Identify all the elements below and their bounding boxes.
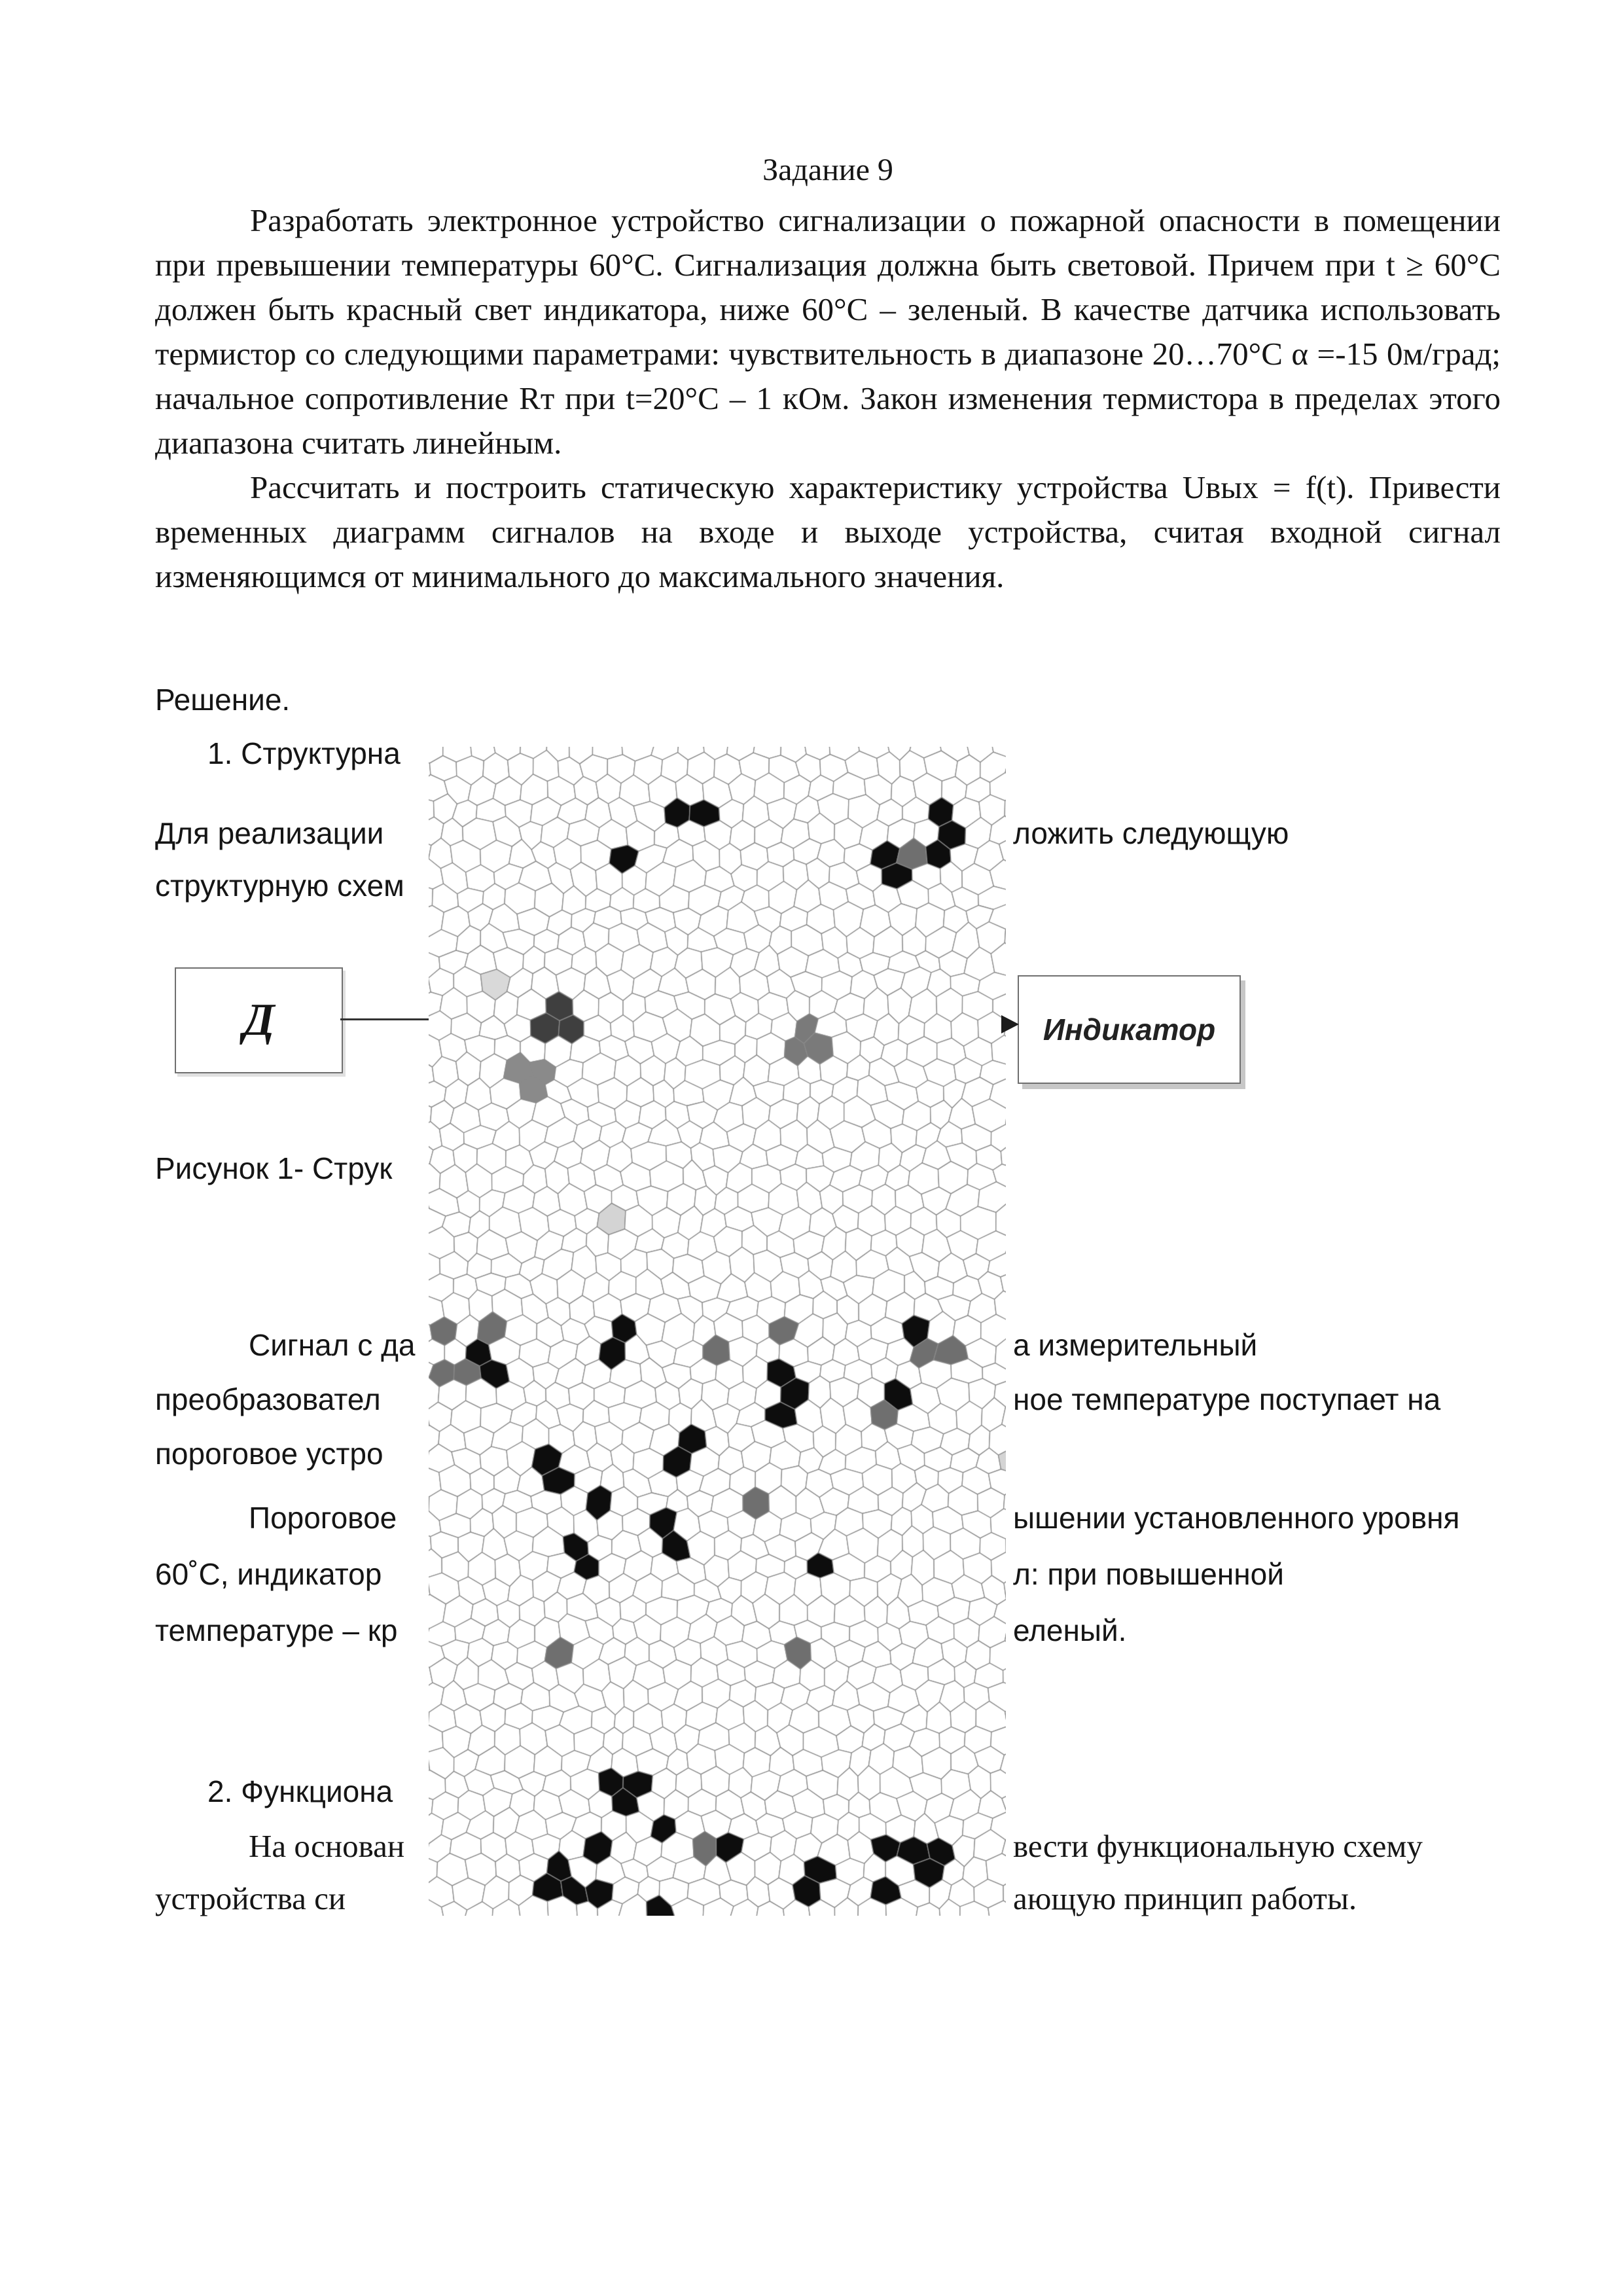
sensor-label: Д: [243, 995, 275, 1045]
figure-caption: Рисунок 1- Струк: [155, 1151, 393, 1185]
diagram-connector-line: [340, 1018, 429, 1020]
threshold-line3-right: еленый.: [1013, 1613, 1127, 1647]
problem-paragraph-2: Рассчитать и построить статическую характеристику устройства Uвых = f(t). Привести временных диаграмм сигналов на входе и выходе устройства, считая входной сигнал изменяющимся от минимального до максимального значения.: [155, 469, 1501, 594]
threshold-line3-left: температуре – кр: [155, 1613, 398, 1647]
func-line1-left: На основан: [249, 1828, 405, 1864]
func-line2-right: ающую принцип работы.: [1013, 1880, 1357, 1916]
threshold-line1-left: Пороговое: [249, 1501, 397, 1535]
solution-item-2: 2. Функциона: [207, 1774, 393, 1808]
threshold-line1-right: ышении установленного уровня: [1013, 1501, 1460, 1535]
page-title: Задание 9: [762, 152, 893, 187]
signal-line1-left: Сигнал с да: [249, 1328, 416, 1362]
threshold-line2-left: 60˚С, индикатор: [155, 1557, 382, 1591]
intro-line2-left: структурную схем: [155, 869, 404, 903]
intro-line1-right: ложить следующую: [1013, 816, 1289, 850]
arrow-right-icon: [1001, 1015, 1019, 1033]
signal-line3-left: пороговое устро: [155, 1437, 383, 1471]
mosaic-overlay: [429, 747, 1006, 1916]
problem-statement: [155, 152, 1501, 599]
signal-line2-left: преобразовател: [155, 1382, 381, 1416]
solution-heading: Решение.: [155, 683, 291, 717]
func-line1-right: вести функциональную схему: [1013, 1828, 1423, 1864]
signal-line1-right: а измерительный: [1013, 1328, 1258, 1362]
signal-line2-right: ное температуре поступает на: [1013, 1382, 1441, 1416]
diagram-sensor-box: [175, 967, 343, 1073]
func-line2-left: устройства си: [155, 1880, 346, 1916]
indicator-label: Индикатор: [1043, 1013, 1216, 1047]
threshold-line2-right: л: при повышенной: [1013, 1557, 1284, 1591]
solution-item-1: 1. Структурна: [207, 736, 401, 770]
intro-line1-left: Для реализации: [155, 816, 384, 850]
diagram-indicator-box: [1018, 975, 1241, 1084]
problem-paragraph-1: Разработать электронное устройство сигнализации о пожарной опасности в помещении при превышении температуры 60°С. Сигнализация должна быть световой. Причем при t ≥ 60°С должен быть красный свет индикатора, ниже 60°С – зеленый. В качестве датчика использовать термистор со следующими параметрами: чувствительность в диапазоне 20…70°С α =-15 0м/град; начальное сопротивление Rт при t=20°С – 1 кОм. Закон изменения термистора в пределах этого диапазона считать линейным.: [155, 202, 1501, 461]
